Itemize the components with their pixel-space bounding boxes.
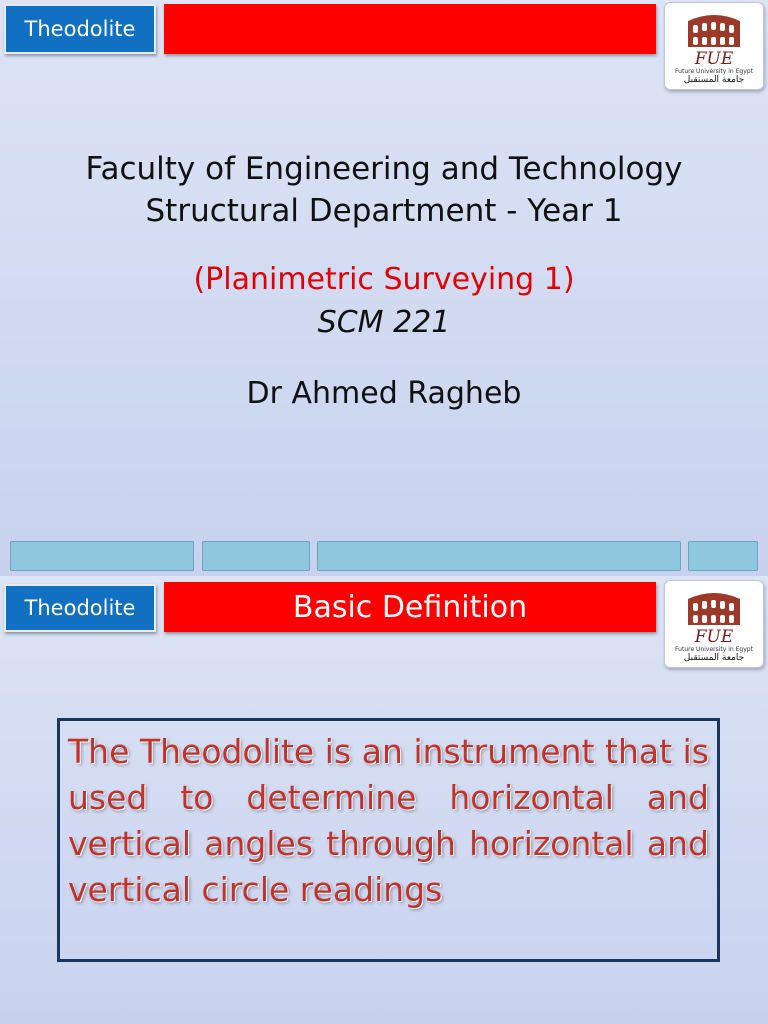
topic-tag: Theodolite [4, 4, 156, 54]
course-code: SCM 221 [317, 305, 451, 340]
definition-box [57, 718, 720, 962]
logo-university-name: Future University in Egypt [675, 646, 753, 653]
section-banner: Basic Definition [164, 582, 656, 632]
department-line: Structural Department - Year 1 [145, 193, 623, 229]
logo-university-name: Future University in Egypt [675, 68, 753, 75]
faculty-heading [0, 148, 768, 232]
university-logo [664, 580, 764, 668]
topic-tag: Theodolite [4, 584, 156, 632]
university-logo [664, 2, 764, 90]
faculty-line: Faculty of Engineering and Technology [85, 151, 683, 187]
title-banner [164, 4, 656, 54]
logo-abbr: FUE [694, 627, 734, 647]
footer-strip-4 [688, 541, 758, 571]
colosseum-icon [684, 585, 744, 627]
course-name: (Planimetric Surveying 1) [193, 262, 575, 297]
lecturer-name: Dr Ahmed Ragheb [246, 376, 522, 411]
footer-strip-3 [317, 541, 681, 571]
logo-abbr: FUE [694, 49, 734, 69]
definition-slide [0, 576, 768, 1024]
logo-arabic-name: جامعة المستقبل [683, 75, 745, 85]
colosseum-icon [684, 7, 744, 49]
definition-text: The Theodolite is an instrument that is used to determine horizontal and vertical angles through horizontal and vertical circle readings [68, 732, 709, 909]
footer-strip-1 [10, 541, 194, 571]
logo-arabic-name: جامعة المستقبل [683, 653, 745, 663]
footer-strip-2 [202, 541, 310, 571]
